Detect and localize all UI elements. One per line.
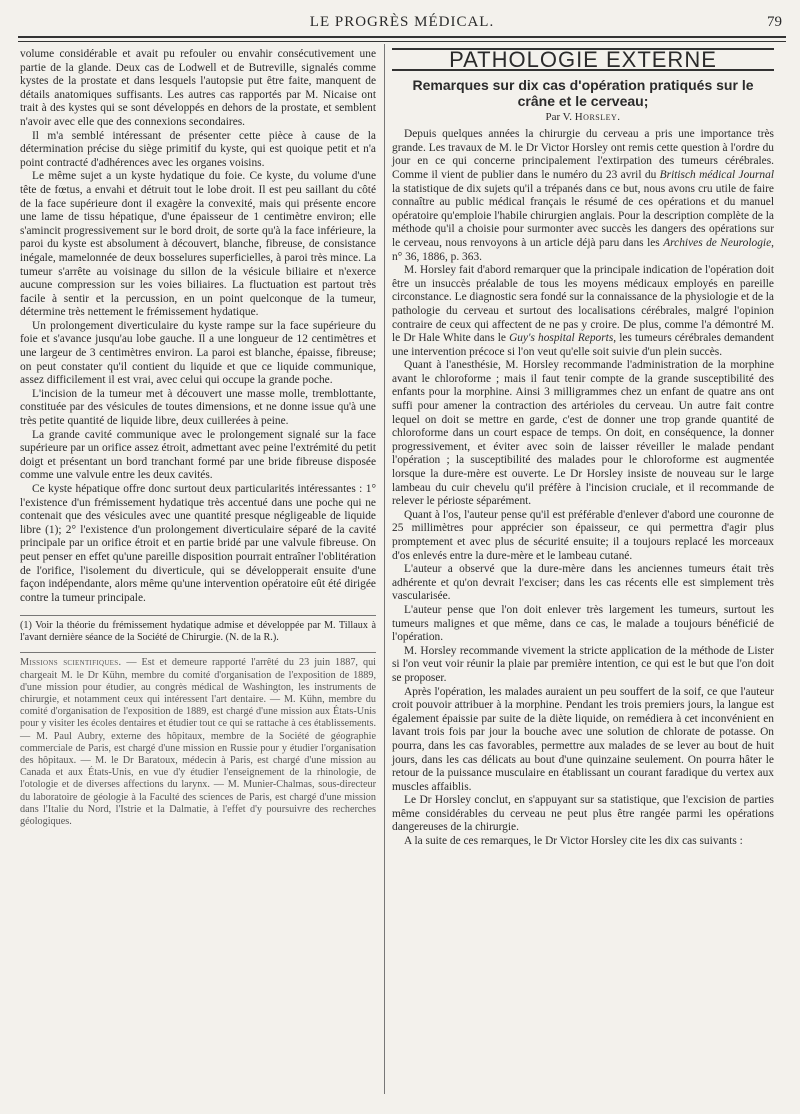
paragraph: Après l'opération, les malades auraient un peu souffert de la soif, ce que l'auteur croit pouvoir attribuer à la morphine. Pendant les trois premiers jours, la langue est également épaissie par suite de la diète liquide, on remédiera à cet inconvénient en lavant trois fois par jour la bouche avec une solution de chlorate de potasse. On pourra, dans les cas favorables, permettre aux malades de se lever au bout de huit jours, dans les cas délicats au bout d'une quinzaine seulement. On pourra hâter le retour de la puissance musculaire en établissant un courant faradique du vertex aux muscles affaiblis. xyxy=(392,685,774,793)
paragraph: L'auteur a observé que la dure-mère dans les anciennes tumeurs était très adhérente et qu'on devrait l'exciser; dans les cas récents elle est simplement très vascularisée. xyxy=(392,563,774,603)
left-column xyxy=(20,48,376,828)
paragraph: A la suite de ces remarques, le Dr Victor Horsley cite les dix cas suivants : xyxy=(404,835,743,848)
page-header xyxy=(18,10,786,38)
news-item xyxy=(20,652,376,828)
running-head: LE PROGRÈS MÉDICAL. xyxy=(309,14,495,30)
paragraph: Un prolongement diverticulaire du kyste rampe sur la face supérieure du foie et s'avance jusqu'au lobe gauche. Il a une longueur de 12 centimètres et une largeur de 3 centimètres environ. La paroi est blanche, épaisse, fibreuse; on peut constater qu'il contient du liquide et que ce liquide communique, assez difficilement il est vrai, avec celui qui occupe la grande poche. xyxy=(20,319,376,387)
byline xyxy=(392,111,774,125)
text-run: , n° 36, 1886, p. 363. xyxy=(392,236,774,263)
column-divider xyxy=(384,44,385,1094)
news-text: — Est et demeure rapporté l'arrêté du 23 juin 1887, qui chargeait M. le Dr Kühn, membre du comité d'organisation de l'exposition de 1889, d'une mission pour étudier, au congrès médical de Washington, les instruments de chirurgie, et notamment ceux qui intéressent l'art dentaire. — M. Kühn, membre du comité d'organisation de l'exposition de 1889, est chargé d'une mission aux États-Unis pour y visiter les écoles dentaires et étudier tout ce qui se rattache à ces établissements. — M. Paul Aubry, externe des hôpitaux, membre de la Société de géographie commerciale de Paris, est chargé d'une mission en Russie pour y étudier l'organisation des hôpitaux. — M. le Dr Baratoux, médecin à Paris, est chargé d'une mission au Canada et aux États-Unis, en vue d'y étudier l'enseignement de la rhinologie, de l'otologie et de diverses affections du larynx. — M. Munier-Chalmas, sous-directeur du laboratoire de géologie à la Faculté des sciences de Paris, est chargé d'une mission dans l'Italie du Nord, l'Istrie et la Dalmatie, à l'effet d'y poursuivre des recherches géologiques. xyxy=(20,657,377,827)
paragraph: La grande cavité communique avec le prolongement signalé sur la face supérieure par un orifice assez étroit, admettant avec peine l'extrémité du petit doigt et présentant un bord tranchant formé par une bride fibreuse disposée comme une valvule entre les deux cavités. xyxy=(20,428,376,482)
text-run: Depuis quelques années la chirurgie du cerveau a pris une importance très grande. Les travaux de M. le Dr Victor Horsley ont remis cette question à l'ordre du jour en ce qui concerne principalement l'extirpation des tumeurs cérébrales. Comme il vient de publier dans le numéro du 23 avril du xyxy=(392,128,774,181)
page-number: 79 xyxy=(767,14,782,30)
text-run: , les tumeurs cérébrales demandent une intervention précoce si l'on veut qu'elle soit suivie d'un plein succès. xyxy=(392,332,774,358)
paragraph xyxy=(392,264,774,359)
paragraph: M. Horsley recommande vivement la stricte application de la méthode de Lister si l'on veut voir réunir la plaie par première intention, ce qui est le but que l'on doit se proposer. xyxy=(392,644,774,684)
header-rule xyxy=(18,41,786,42)
paragraph: L'incision de la tumeur met à découvert une masse molle, tremblottante, constituée par des vésicules de toutes dimensions, et ne donne issue qu'à une très petite quantité de liquide libre, deux cuillerées à peine. xyxy=(20,387,376,428)
byline-prefix: Par V. xyxy=(545,110,575,123)
right-column xyxy=(392,48,774,849)
paragraph xyxy=(392,128,774,264)
text-run: la statistique de dix sujets qu'il a trépanés dans ce but, nous avons cru utile de faire connaître au public médical français le résumé de ces opérations et du manuel opératoire qu'emploie l'habile chirurgien anglais. Pour la description complète de la méthode qu'il a choisie pour surmonter avec succès les dangers des opérations sur le cerveau, nous renvoyons à un article déjà paru dans les xyxy=(392,182,774,249)
news-lead: Missions scientifiques. xyxy=(20,657,122,669)
paragraph: volume considérable et avait pu refouler ou envahir consécutivement une partie de la glande. Deux cas de Lodwell et de Butreville, signalés comme kystes de la prostate et dans lesquels l'autopsie put être faite, manquent de détails anatomiques suffisants. Les autres cas rapportés par M. Nicaise ont trait à des kystes qui se sont développés en dehors de la prostate, et semblent n'avoir avec elle que des connexions secondaires. xyxy=(20,48,376,128)
section-header xyxy=(392,48,774,71)
paragraph: Ce kyste hépatique offre donc surtout deux particularités intéressantes : 1° l'existence d'un frémissement hydatique très accentué dans une poche qui ne contenait que des vésicules avec une quantité presque négligeable de liquide libre (1); 2° l'existence d'un prolongement diverticulaire séparé de la cavité principale par un orifice étroit et en partie bridé par une valvule fibreuse. On peut penser en effet qu'une pareille disposition pourrait entraîner l'oblitération de l'orifice, l'isolement du diverticule, qui se développerait ensuite d'une façon indépendante, alors même qu'une intervention opératoire eût été dirigée contre la tumeur principale. xyxy=(20,483,376,604)
section-title: PATHOLOGIE EXTERNE xyxy=(449,47,717,72)
paragraph: Quant à l'anesthésie, M. Horsley recommande l'administration de la morphine avant le chloroforme ; mais il faut tenir compte de la grande susceptibilité des enfants pour la morphine. Ainsi 3 milligrammes chez un enfant de quatre ans ont suffi pour amener la contraction des artérioles du cerveau. Un autre fait contre lequel on doit se mettre en garde, c'est de donner une trop grande quantité de chloroforme dans un court espace de temps. On doit, en conséquence, la donner progressivement, et éviter avec soin de laisser réveiller le malade pendant l'opération ; la susceptibilité des malades pour le chloroforme est augmentée lorsque la dure-mère est ouverte. Le Dr Horsley insiste de nouveau sur le large lambeau du cuir chevelu qu'il préfère à l'incision cruciale, et il recommande de relever le périoste séparément. xyxy=(392,359,774,508)
journal-title: Archives de Neurologie xyxy=(663,236,772,249)
journal-title: Britisch médical Journal xyxy=(659,168,774,181)
paragraph: L'auteur pense que l'on doit enlever très largement les tumeurs, surtout les tumeurs malignes et que même, dans ce cas, le malade a toujours bénéficié de l'opération. xyxy=(392,603,774,644)
journal-title: Guy's hospital Reports xyxy=(509,332,614,345)
footnote: (1) Voir la théorie du frémissement hydatique admise et développée par M. Tillaux à l'avant dernière séance de la Société de Chirurgie. (N. de la R.). xyxy=(20,615,376,644)
article-title: Remarques sur dix cas d'opération pratiqués sur le crâne et le cerveau; xyxy=(412,76,754,109)
paragraph: Le même sujet a un kyste hydatique du foie. Ce kyste, du volume d'une tête de fœtus, a envahi et détruit tout le lobe droit. Il est peu saillant du côté de la face supérieure dont il exagère la convexité, mais qui présente encore une lame de tissu hépatique, d'une épaisseur de 1 centimètre environ; elle s'amincit progressivement sur le bord droit, de sorte qu'à la face inférieure, la paroi du kyste est absolument à découvert, blanche, fibreuse, de consistance inégale, mamelonnée de deux bosselures superficielles, à paroi très mince. La tumeur s'arrête au voisinage du sillon de la vésicule biliaire et n'exerce aucune compression sur les voies biliaires. La fluctuation est partout très facile à sentir et la percussion, en un point quelconque de la tumeur, détermine très nettement le frémissement hydatique. xyxy=(20,170,376,319)
text-run: M. Horsley fait d'abord remarquer que la principale indication de l'opération doit être un insuccès préalable de tous les moyens médicaux employés en pareille circonstance. Le diagnostic sera fondé sur la connaissance de la physiologie et de la pathologie du cerveau et surtout des localisations cérébrales, malgré l'opinion contraire de ceux qui affectent de ne pas y croire. De plus, comme l'a démontré M. le Dr Hale White dans le xyxy=(392,264,774,345)
paragraph: Il m'a semblé intéressant de présenter cette pièce à cause de la détermination précise du siège primitif du kyste, qui est quoique petit et n'a point contracté d'adhérences avec les organes voisins. xyxy=(20,129,376,169)
author-name: Horsley. xyxy=(574,110,621,123)
paragraph: Quant à l'os, l'auteur pense qu'il est préférable d'enlever d'abord une couronne de 25 millimètres pour apprécier son épaisseur, ce qui permettra d'agir plus promptement et avec plus de sécurité ensuite; il a toujours replacé les morceaux d'os enlevés entre la dure-mère et le lambeau cutané. xyxy=(392,508,774,562)
paragraph: Le Dr Horsley conclut, en s'appuyant sur sa statistique, que l'excision de parties même considérables du cerveau ne peut plus être rangée parmi les opérations dangereuses de la chirurgie. xyxy=(392,794,774,834)
